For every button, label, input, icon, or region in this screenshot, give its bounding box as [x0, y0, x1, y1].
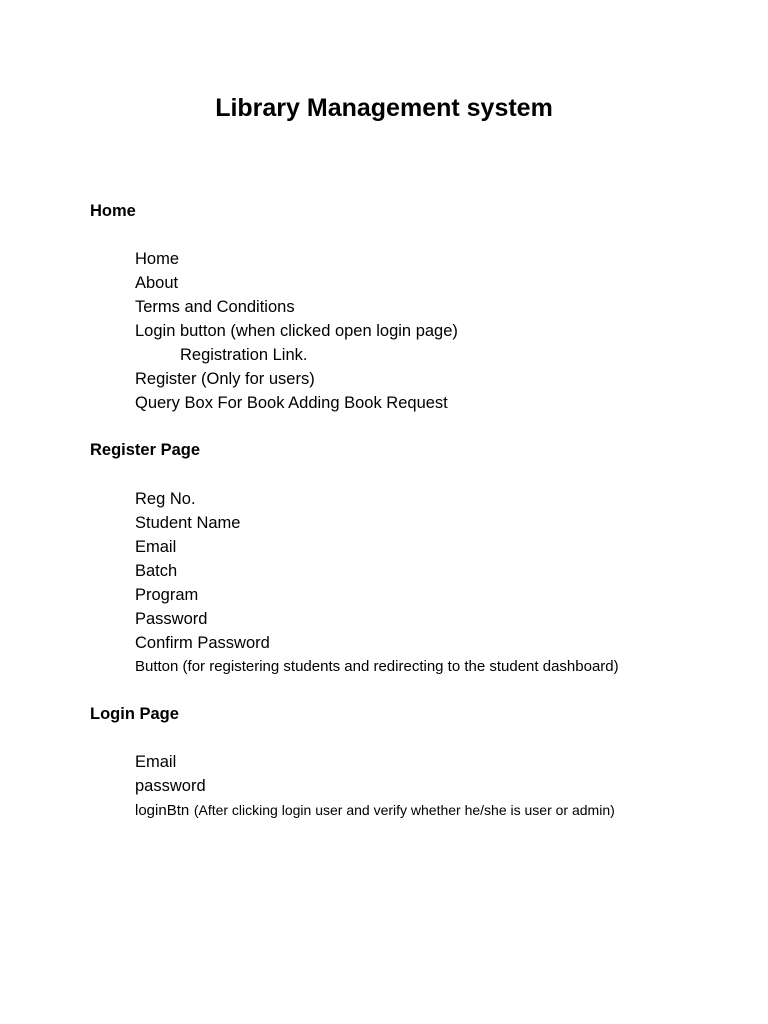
login-item-list [135, 750, 615, 822]
list-item: Email [135, 753, 177, 771]
list-item: Login button (when clicked open login page) [135, 322, 458, 340]
list-item: Query Box For Book Adding Book Request [135, 394, 448, 412]
list-item: Password [135, 610, 208, 628]
login-btn-note: (After clicking login user and verify whether he/she is user or admin) [193, 802, 615, 818]
home-item-list [135, 247, 458, 415]
login-btn-label: loginBtn [135, 802, 190, 819]
list-item: password [135, 777, 206, 795]
section-heading-register: Register Page [90, 441, 201, 459]
list-item: About [135, 274, 179, 292]
list-item-login-btn [135, 798, 615, 822]
list-item: Reg No. [135, 490, 196, 508]
list-item: Program [135, 586, 199, 604]
register-item-list [135, 487, 619, 679]
list-item: Terms and Conditions [135, 298, 295, 316]
page-title: Library Management system [215, 94, 553, 122]
list-item: Confirm Password [135, 634, 270, 652]
list-item: Email [135, 538, 177, 556]
list-item: Register (Only for users) [135, 370, 315, 388]
list-item: Student Name [135, 514, 241, 532]
list-item: Home [135, 250, 180, 268]
list-item-sub: Registration Link. [180, 346, 308, 364]
list-item: Batch [135, 562, 178, 580]
section-heading-home: Home [90, 202, 136, 220]
list-item: Button (for registering students and redirecting to the student dashboard) [135, 658, 619, 675]
section-heading-login: Login Page [90, 705, 179, 723]
